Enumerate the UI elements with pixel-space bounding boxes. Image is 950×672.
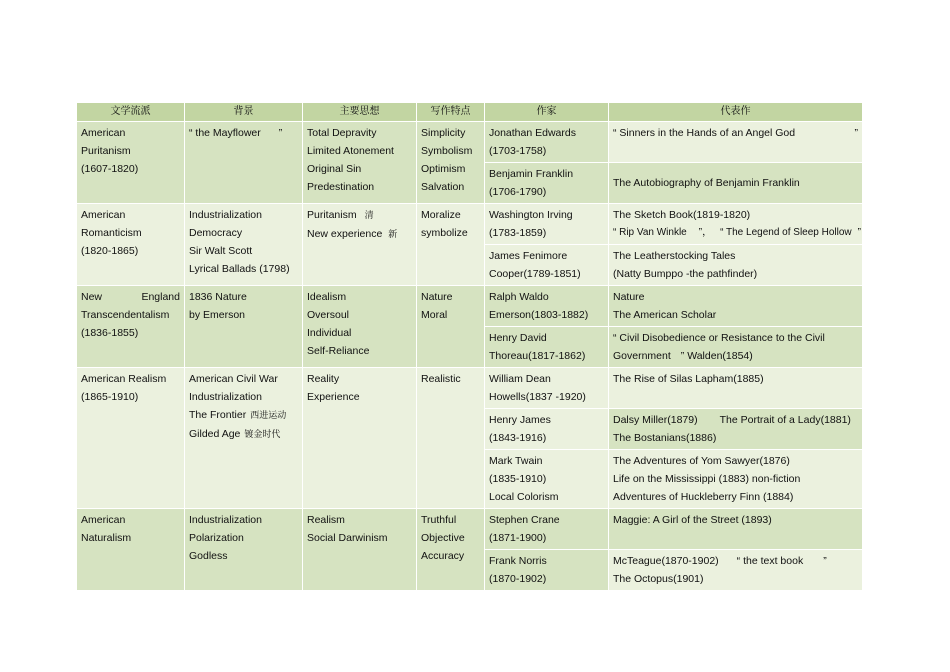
author-cell: Jonathan Edwards (1703-1758)	[485, 122, 609, 163]
header-author: 作家	[485, 103, 609, 122]
features-cell: Simplicity Symbolism Optimism Salvation	[417, 122, 485, 204]
author-cell: Benjamin Franklin (1706-1790)	[485, 163, 609, 204]
header-background: 背景	[185, 103, 303, 122]
ideas-cell: Total Depravity Limited Atonement Original Sin Predestination	[303, 122, 417, 204]
ideas-cell: Puritanism 清 New experience 新	[303, 204, 417, 286]
table-row	[77, 204, 863, 245]
background-cell: “ the Mayflower ”	[185, 122, 303, 204]
table-row	[77, 368, 863, 409]
movement-cell: American Puritanism (1607-1820)	[77, 122, 185, 204]
features-cell: Realistic	[417, 368, 485, 509]
author-cell: William Dean Howells(1837 -1920)	[485, 368, 609, 409]
works-cell: “ Civil Disobedience or Resistance to the Civil Government ” Walden(1854)	[609, 327, 863, 368]
movement-cell: American Realism (1865-1910)	[77, 368, 185, 509]
works-cell: The Autobiography of Benjamin Franklin	[609, 163, 863, 204]
movement-cell: American Naturalism	[77, 509, 185, 591]
works-cell: The Leatherstocking Tales (Natty Bumppo -the pathfinder)	[609, 245, 863, 286]
works-cell: The Sketch Book(1819-1820) “ Rip Van Winkle ”， “ The Legend of Sleep Hollow ”	[609, 204, 863, 245]
background-cell: 1836 Nature by Emerson	[185, 286, 303, 368]
works-cell: Dalsy Miller(1879) The Portrait of a Lady(1881) The Bostanians(1886)	[609, 409, 863, 450]
features-cell: Truthful Objective Accuracy	[417, 509, 485, 591]
header-main-ideas: 主要思想	[303, 103, 417, 122]
header-row	[77, 103, 863, 122]
author-cell: Ralph Waldo Emerson(1803-1882)	[485, 286, 609, 327]
table-row	[77, 509, 863, 550]
header-school: 文学流派	[77, 103, 185, 122]
author-cell: Mark Twain (1835-1910) Local Colorism	[485, 450, 609, 509]
table-row	[77, 122, 863, 163]
movement-cell: American Romanticism (1820-1865)	[77, 204, 185, 286]
background-cell: Industrialization Polarization Godless	[185, 509, 303, 591]
works-cell: The Rise of Silas Lapham(1885)	[609, 368, 863, 409]
background-cell: American Civil War Industrialization The Frontier 西进运动 Gilded Age 镀金时代	[185, 368, 303, 509]
author-cell: Henry David Thoreau(1817-1862)	[485, 327, 609, 368]
author-cell: Washington Irving (1783-1859)	[485, 204, 609, 245]
features-cell: Moralize symbolize	[417, 204, 485, 286]
works-cell: “ Sinners in the Hands of an Angel God ”	[609, 122, 863, 163]
movement-cell: New England Transcendentalism (1836-1855)	[77, 286, 185, 368]
features-cell: Nature Moral	[417, 286, 485, 368]
header-writing-features: 写作特点	[417, 103, 485, 122]
author-cell: Frank Norris (1870-1902)	[485, 550, 609, 591]
works-cell: McTeague(1870-1902) “ the text book ” The Octopus(1901)	[609, 550, 863, 591]
author-cell: James Fenimore Cooper(1789-1851)	[485, 245, 609, 286]
works-cell: Maggie: A Girl of the Street (1893)	[609, 509, 863, 550]
literature-table	[76, 102, 863, 591]
table-row	[77, 286, 863, 327]
ideas-cell: Reality Experience	[303, 368, 417, 509]
header-representative-works: 代表作	[609, 103, 863, 122]
works-cell: Nature The American Scholar	[609, 286, 863, 327]
author-cell: Stephen Crane (1871-1900)	[485, 509, 609, 550]
author-cell: Henry James (1843-1916)	[485, 409, 609, 450]
background-cell: Industrialization Democracy Sir Walt Scott Lyrical Ballads (1798)	[185, 204, 303, 286]
ideas-cell: Idealism Oversoul Individual Self-Reliance	[303, 286, 417, 368]
ideas-cell: Realism Social Darwinism	[303, 509, 417, 591]
works-cell: The Adventures of Yom Sawyer(1876) Life on the Mississippi (1883) non-fiction Adventures of Huckleberry Finn (1884)	[609, 450, 863, 509]
